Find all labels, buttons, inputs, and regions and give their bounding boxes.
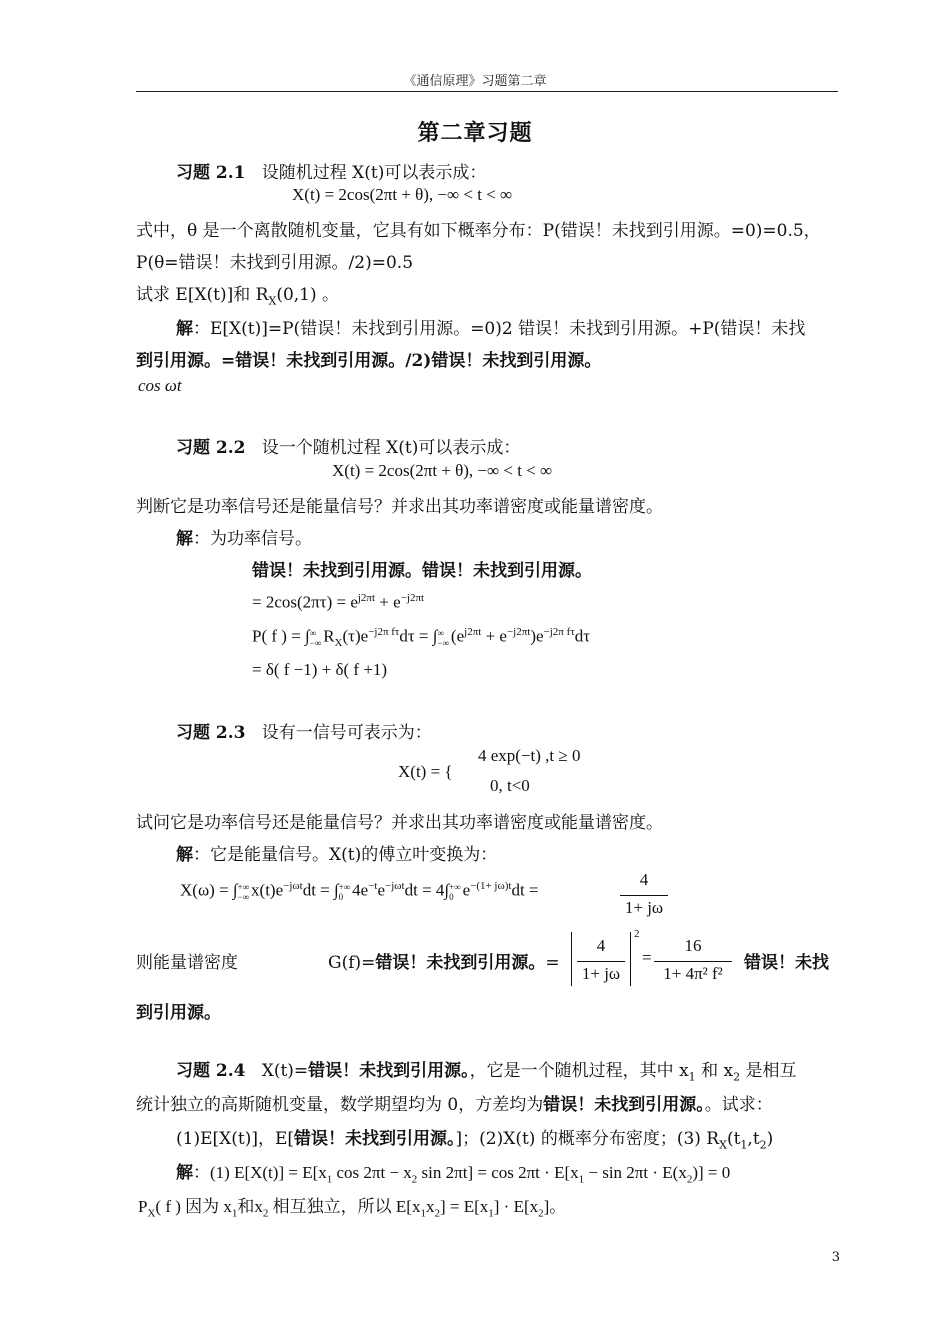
problem-text: 设随机过程 X(t)可以表示成： [261,163,487,183]
subscript: 2 [733,1070,741,1084]
problem-text: 设有一信号可表示为： [261,723,432,743]
text-fragment: (1)E[X(t)]，E[ [176,1129,294,1149]
eq-part: (τ)e [342,626,369,646]
superscript: −j2π fτ [543,626,575,638]
problem-label: 习题 2.2 [176,438,246,458]
subscript: X [719,1138,727,1152]
superscript: −t [368,880,378,892]
equation [252,626,590,649]
equation: X(t) = 2cos(2πt + θ), −∞ < t < ∞ [332,461,553,480]
text-fragment: (0,1) 。 [276,285,340,305]
text-fragment: 。试求： [704,1095,773,1115]
energy-spectrum-label: 则能量谱密度 [136,953,238,973]
eq-part: G(f)= [328,953,376,973]
superscript: −(1+ jω)t [470,880,512,892]
eq-part: x(t)e [251,880,284,900]
limit-upper: +∞ [338,881,351,892]
running-header: 《通信原理》习题第二章 [403,74,547,89]
eq-part: = [642,948,652,967]
eq-part: P( f ) = ∫ [252,626,310,646]
piecewise-lhs: X(t) = { [398,762,453,781]
subscript: 2 [759,1138,767,1152]
formula: cos ωt [138,376,182,395]
subscript: 1 [231,1207,238,1220]
error-text: 错误！未找到引用源。 [308,1061,470,1081]
problem-text: 设一个随机过程 X(t)可以表示成： [261,438,521,458]
fraction-denominator: 1+ jω [581,964,621,983]
eq-part: R [323,626,335,646]
text-fragment: (t [726,1129,741,1149]
piecewise-case-1: 4 exp(−t) ,t ≥ 0 [478,746,581,765]
eq-part: = 2cos(2πτ) = e [252,592,358,612]
eq-part: ] · E[x [493,1197,539,1216]
superscript: −jωt [385,880,405,892]
limit-upper: ∞ [437,627,444,638]
subscript: X [334,637,343,650]
question: 判断它是功率信号还是能量信号？并求出其功率谱密度或能量谱密度。 [136,497,663,517]
fraction-numerator: 4 [639,870,649,889]
eq-part: 4e [352,880,369,900]
solution-line [176,524,312,549]
fourier-transform-equation [180,880,539,902]
eq-part: dτ = ∫ [399,626,438,646]
limit-lower: 0 [449,891,454,902]
limit-upper: ∞ [309,627,317,638]
eq-part: X(ω) = ∫ [180,880,238,900]
fraction-bar [654,961,732,962]
text-fragment: ,t [747,1129,760,1149]
subscript: X [268,294,277,308]
subscript: 2 [411,1173,418,1186]
subscript: 1 [688,1070,696,1084]
subscript: 1 [740,1138,748,1152]
page-number: 3 [831,1250,840,1265]
subscript: 1 [578,1173,585,1186]
problem-2-1-intro [176,158,486,183]
subscript: 2 [262,1207,269,1220]
error-text: 错误！未找到引用源。 [294,1129,456,1149]
problem-label: 习题 2.4 [176,1061,246,1081]
eq-part: − sin 2πt · E(x [584,1163,687,1182]
superscript: −j2πt [506,626,531,638]
limit-upper: +∞ [237,881,250,892]
eq-part: ( f ) 因为 x [155,1197,232,1216]
eq-part: 相互独立，所以 E[x [268,1197,421,1216]
subscript: 1 [326,1173,333,1186]
eq-part: sin 2πt] = cos 2πt · E[x [417,1163,579,1182]
eq-part: e [377,880,386,900]
limit-lower: 0 [338,891,344,902]
piecewise-case-2: 0, t<0 [490,776,530,795]
subscript: 1 [488,1207,494,1220]
text-line: 式中，θ 是一个离散随机变量，它具有如下概率分布：P(错误！未找到引用源。=0)=0.5， [136,221,821,241]
text-line: P(θ=错误！未找到引用源。/2)=0.5 [136,253,414,273]
error-text: 错误！未找 [744,953,829,973]
fraction-numerator: 4 [596,936,606,955]
equation: X(t) = 2cos(2πt + θ), −∞ < t < ∞ [292,185,513,204]
eq-part: )e [530,626,544,646]
text-fragment: 和 x [695,1061,734,1081]
fraction-numerator: 16 [684,936,702,955]
problem-2-4-line [176,1056,796,1083]
superscript: −j2π fτ [368,626,400,638]
solution-line [176,840,497,865]
eq-part: dτ [574,626,591,646]
equation: = δ( f −1) + δ( f +1) [252,660,388,679]
subscript: 2 [434,1207,440,1220]
eq-part: e [462,880,471,900]
solution-line: 到引用源。=错误！未找到引用源。/2)错误！未找到引用源。 [136,351,602,371]
superscript: −j2πt [400,592,425,604]
solution-text: ：为功率信号。 [193,529,312,549]
fraction-bar [577,961,625,962]
text-fragment: ]；(2)X(t) 的概率分布密度；(3) R [455,1129,720,1149]
solution-label: 解 [176,319,193,339]
energy-spectrum-line [328,948,560,973]
text-fragment: 统计独立的高斯随机变量，数学期望均为 0，方差均为 [136,1095,544,1115]
error-text: 错误！未找到引用源。错误！未找到引用源。 [252,561,592,581]
text-fragment: ，它是一个随机过程，其中 x [469,1061,689,1081]
eq-part: = [545,953,560,973]
eq-part: ]。 [543,1197,567,1216]
exponent: 2 [634,928,640,940]
solution-label: 解 [176,1163,193,1183]
eq-part: 和x [237,1197,263,1216]
eq-part: )] = 0 [692,1163,731,1182]
subscript: 1 [420,1207,426,1220]
eq-part: dt = [511,880,539,900]
fraction-denominator: 1+ 4π² f² [663,964,723,983]
solution-text: ：E[X(t)]=P(错误！未找到引用源。=0)2 错误！未找到引用源。+P(错误！未找 [193,319,806,339]
eq-part: + e [375,592,401,612]
text-fragment: X(t)= [261,1061,309,1081]
superscript: j2πt [357,592,376,604]
problem-2-2-intro [176,433,520,458]
fraction-denominator: 1+ jω [624,898,664,917]
subscript: 2 [686,1173,693,1186]
equation [252,592,424,613]
abs-bar-left [571,932,572,986]
text-fragment: 试求 E[X(t)]和 R [136,285,269,305]
header-rule [136,91,838,92]
text-line [136,1090,773,1115]
eq-part: P [138,1197,148,1216]
eq-part: (e [450,626,465,646]
subscript: 2 [538,1207,544,1220]
limit-lower: −∞ [437,637,449,648]
fraction-bar [620,895,668,896]
superscript: −jωt [283,880,303,892]
eq-part: x [425,1197,435,1216]
subscript: X [147,1207,156,1220]
eq-part: cos 2πt − x [332,1163,412,1182]
error-text: 错误！未找到引用源。 [375,953,546,973]
solution-label: 解 [176,529,193,549]
problem-label: 习题 2.1 [176,163,246,183]
solution-line [176,314,805,339]
text-line [136,280,339,307]
limit-lower: −∞ [237,891,250,902]
error-text: 到引用源。 [136,1003,221,1023]
eq-part: dt = 4∫ [404,880,450,900]
superscript: j2πt [464,626,482,638]
problem-label: 习题 2.3 [176,723,246,743]
error-text: 错误！未找到引用源。 [543,1095,705,1115]
eq-part: + e [481,626,507,646]
limit-lower: −∞ [309,637,322,648]
question: 试问它是功率信号还是能量信号？并求出其功率谱密度或能量谱密度。 [136,813,663,833]
solution-line [176,1158,730,1185]
text-line [176,1124,773,1151]
text-fragment: 是相互 [740,1061,797,1081]
problem-2-3-intro [176,718,432,743]
solution-text: ：它是能量信号。X(t)的傅立叶变换为： [193,845,498,865]
text-line [138,1192,566,1219]
text-fragment: ) [766,1129,774,1149]
abs-bar-right [630,932,631,986]
solution-label: 解 [176,845,193,865]
eq-part: ] = E[x [439,1197,489,1216]
eq-part: dt = ∫ [302,880,339,900]
chapter-title: 第二章习题 [417,120,533,146]
eq-part: ：(1) E[X(t)] = E[x [193,1163,327,1182]
limit-upper: +∞ [449,881,461,892]
